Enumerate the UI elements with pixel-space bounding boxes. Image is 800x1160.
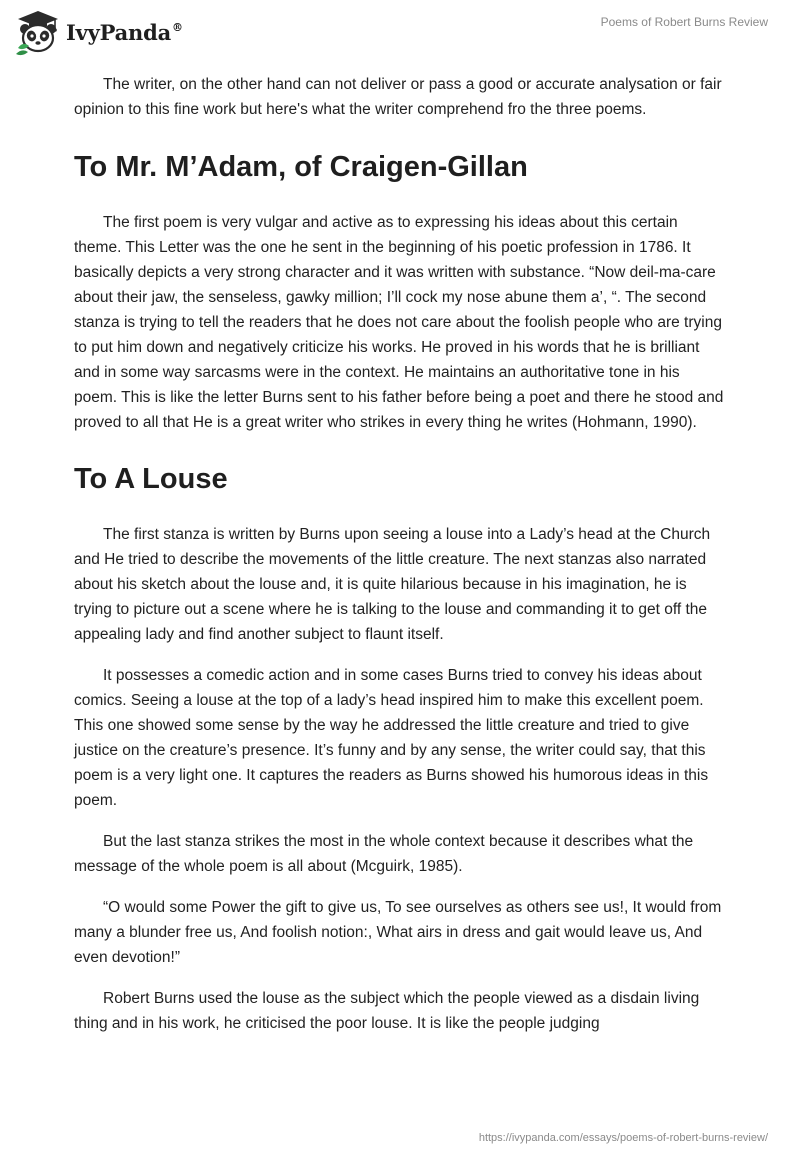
poem-quote: “O would some Power the gift to give us, To see ourselves as others see us!, It would from many a blunder free us, And foolish notion:, What airs in dress and gait would leave us, And even devotion!”: [74, 899, 722, 966]
section-heading-mcadam: To Mr. M’Adam, of Craigen-Gillan: [74, 151, 528, 183]
panda-graduate-icon: [14, 8, 62, 56]
source-url[interactable]: https://ivypanda.com/essays/poems-of-robert-burns-review/: [478, 1132, 768, 1144]
body-paragraph: The first poem is very vulgar and active as to expressing his ideas about this certain theme. This Letter was the one he sent in the beginning of his poetic profession in 1786. It basically depicts a very strong character and it was written with substance. “Now deil-ma-care about their jaw, the senseless, gawky million; I’ll cock my nose abune them a’, “. The second stanza is trying to tell the readers that he does not care about the foolish people who are trying to put him down and negatively criticize his works. He proved in his words that he is brilliant and in some way sarcasms were in the context. He maintains an authoritative tone in his poem. This is like the letter Burns sent to his father before being a poet and there he stood and proved to all that He is a great writer who strikes in every thing he writes (Hohmann, 1990).: [74, 214, 724, 431]
logo-text: IvyPanda®: [66, 19, 183, 45]
body-paragraph: Robert Burns used the louse as the subject which the people viewed as a disdain living thing and in his work, he criticised the poor louse. It is like the people judging: [74, 990, 700, 1032]
body-paragraph: It possesses a comedic action and in some cases Burns tried to convey his ideas about comics. Seeing a louse at the top of a lady’s head inspired him to make this excellent poem. This one showed some sense by the way he addressed the little creature and tried to give justice on the creature’s presence. It’s funny and by any sense, the writer could say, that this poem is a very light one. It captures the readers as Burns showed his humorous ideas in this poem.: [74, 667, 709, 809]
intro-paragraph: The writer, on the other hand can not deliver or pass a good or accurate analysation or fair opinion to this fine work but here's what the writer comprehend fro the three poems.: [74, 76, 722, 118]
document-title: Poems of Robert Burns Review: [600, 15, 768, 29]
section-heading-louse: To A Louse: [74, 463, 228, 495]
body-paragraph: But the last stanza strikes the most in the whole context because it describes what the message of the whole poem is all about (Mcguirk, 1985).: [74, 833, 694, 875]
body-paragraph: The first stanza is written by Burns upon seeing a louse into a Lady’s head at the Church and He tried to describe the movements of the little creature. The next stanzas also narrated about his sketch about the louse and, it is quite hilarious because in his imagination, he is trying to picture out a scene where he is talking to the louse and commanding it to get off the appealing lady and find another subject to flaunt itself.: [74, 526, 711, 643]
page-header: [0, 0, 800, 64]
ivypanda-logo[interactable]: [14, 8, 183, 56]
essay-content: [74, 72, 726, 1052]
